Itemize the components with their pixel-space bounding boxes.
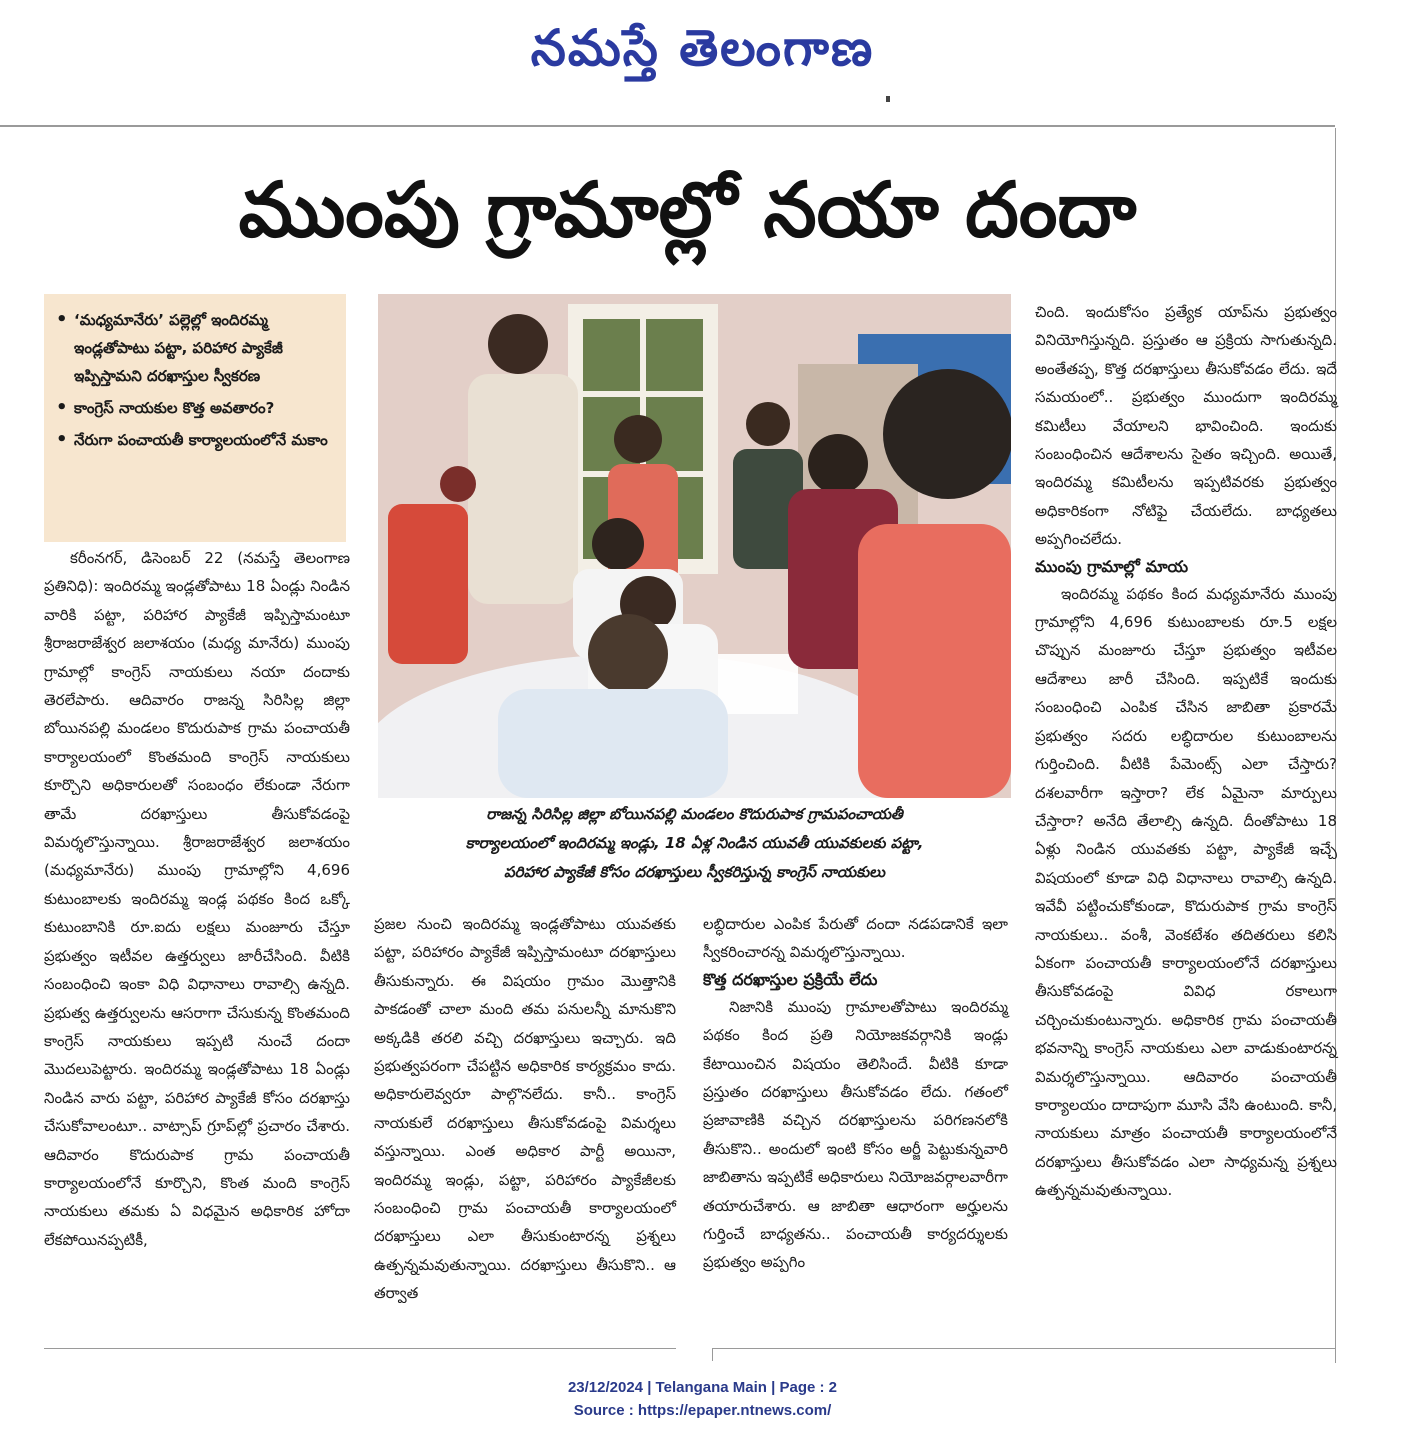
caption-line: రాజన్న సిరిసిల్ల జిల్లా బోయినపల్లి మండలం కొదురుపాక గ్రామపంచాయతీ <box>486 805 903 823</box>
footer-source-line: Source : https://epaper.ntnews.com/ <box>573 1402 832 1419</box>
highlight-text: ‘మధ్యమానేరు’ పల్లెల్లో ఇందిరమ్మ ఇండ్లతోపాటు పట్టా, పరిహార ప్యాకేజీ ఇప్పిస్తామని దరఖాస్తుల స్వీకరణ <box>74 311 283 385</box>
bottom-rule <box>712 1348 1335 1349</box>
bullet-icon: • <box>56 397 68 418</box>
news-photo <box>378 294 1011 798</box>
footer-date-line: 23/12/2024 | Telangana Main | Page : 2 <box>567 1379 838 1396</box>
subheading: కొత్త దరఖాస్తుల ప్రక్రియే లేదు <box>703 969 878 989</box>
bullet-icon: • <box>56 309 68 330</box>
highlight-text: కాంగ్రెస్ నాయకుల కొత్త అవతారం? <box>74 399 275 417</box>
article-paragraph: లబ్ధిదారుల ఎంపిక పేరుతో దందా నడపడానికే ఇలా స్వీకరించారన్న విమర్శలొస్తున్నాయి. <box>703 915 1008 962</box>
highlight-item <box>56 426 336 454</box>
article-paragraph: నిజానికి ముంపు గ్రామాలతోపాటు ఇందిరమ్మ పథకం కింద ప్రతి నియోజకవర్గానికి ఇండ్లు కేటాయించిన విషయం తెలిసిందే. వీటికి కూడా ప్రస్తుతం దరఖాస్తులు తీసుకోవడం లేదు. గతంలో ప్రజావాణికి వచ్చిన దరఖాస్తులను పరిగణనలోకి తీసుకొని.. అందులో ఇంటి కోసం అర్జీ పెట్టుకున్నవారి జాబితాను ఇప్పటికే అధికారులు నియోజవర్గాలవారీగా తయారుచేశారు. ఆ జాబితా ఆధారంగా అర్హులను గుర్తించే బాధ్యతను.. పంచాయతీ కార్యదర్శులకు ప్రభుత్వం అప్పగిం <box>703 997 1008 1272</box>
subheading: ముంపు గ్రామాల్లో మాయ <box>1035 556 1189 576</box>
masthead-dot <box>886 96 890 102</box>
article-paragraph: ప్రజల నుంచి ఇందిరమ్మ ఇండ్లతోపాటు యువతకు పట్టా, పరిహారం ప్యాకేజీ ఇప్పిస్తామంటూ దరఖాస్తులు తీసుకున్నారు. ఈ విషయం గ్రామం మొత్తానికి పాకడంతో చాలా మంది తమ పనులన్నీ మానుకొని అక్కడికి తరలి వచ్చి దరఖాస్తులు ఇచ్చారు. ఇది ప్రభుత్వపరంగా చేపట్టిన అధికారిక కార్యక్రమం కాదు. అధికారులెవ్వరూ పాల్గొనలేదు. కానీ.. కాంగ్రెస్ నాయకులే దరఖాస్తులు తీసుకోవడంపై విమర్శలు వస్తున్నాయి. ఎంత అధికార పార్టీ అయినా, ఇందిరమ్మ ఇండ్లు, పట్టా, పరిహారం ప్యాకేజీలకు సంబంధించి గ్రామ పంచాయతీ కార్యాలయంలో దరఖాస్తులు ఎలా తీసుకుంటారన్న ప్రశ్నలు ఉత్పన్నమవుతున్నాయి. దరఖాస్తులు తీసుకొని.. ఆ తర్వాత <box>374 915 676 1303</box>
highlight-text: నేరుగా పంచాయతీ కార్యాలయంలోనే మకాం <box>74 431 328 449</box>
highlights-box <box>44 294 346 542</box>
bottom-rule <box>44 1348 676 1349</box>
bullet-icon: • <box>56 429 68 450</box>
top-rule <box>0 125 1335 127</box>
highlight-item <box>56 394 336 422</box>
rule-tick <box>1335 1349 1336 1361</box>
article-column-2 <box>374 910 676 1308</box>
article-column-3 <box>703 910 1008 1277</box>
article-paragraph: చింది. ఇందుకోసం ప్రత్యేక యాప్‌ను ప్రభుత్వం వినియోగిస్తున్నది. ప్రస్తుతం ఆ ప్రక్రియ సాగుతున్నది. అంతేతప్ప, కొత్త దరఖాస్తులు తీసుకోవడం లేదు. ఇదే సమయంలో.. ప్రభుత్వం ముందుగా ఇందిరమ్మ కమిటీలు వేయాలని భావించింది. ఇందుకు సంబంధించిన ఆదేశాలను సైతం ఇచ్చింది. అయితే, ఇందిరమ్మ కమిటీలను ఇప్పటివరకు ప్రభుత్వం అధికారికంగా నోటిఫై చేయలేదు. బాధ్యతలు అప్పగించలేదు. <box>1035 303 1337 549</box>
article-column-1 <box>44 544 350 1254</box>
article-paragraph: ఇందిరమ్మ పథకం కింద మధ్యమానేరు ముంపు గ్రామాల్లోని 4,696 కుటుంబాలకు రూ.5 లక్షల చొప్పున మంజూరు చేస్తూ ప్రభుత్వం ఇటీవల ఆదేశాలు జారీ చేసింది. ఇప్పటికే ఇందుకు సంబంధించి ఎంపిక చేసిన జాబితా ప్రకారమే ప్రభుత్వం సదరు లబ్ధిదారుల కుటుంబాలను గుర్తించింది. వీటికి పేమెంట్స్ ఎలా చేస్తారు? దశలవారీగా ఇస్తారా? లేక ఏమైనా మార్పులు చేస్తారా? అనేది తేలాల్సి ఉన్నది. దీంతోపాటు 18 ఏళ్లు నిండిన యువతకు పట్టా, ప్యాకేజీ ఇచ్చే విషయంలో కూడా విధి విధానాలు రావాల్సి ఉన్నది. ఇవేవీ పట్టించుకోకుండా, కొదురుపాక గ్రామ కాంగ్రెస్ నాయకులు.. వంశీ, వెంకటేశం తదితరులు కలిసి ఏకంగా పంచాయతీ కార్యాలయంలోనే దరఖాస్తులు తీసుకోవడంపై వివిధ రకాలుగా చర్చించుకుంటున్నారు. అధికారిక గ్రామ పంచాయతీ భవనాన్ని కాంగ్రెస్ నాయకులు ఎలా వాడుకుంటారన్న విమర్శలొస్తున్నాయి. ఆదివారం పంచాయతీ కార్యాలయం దాదాపుగా మూసి వేసి ఉంటుంది. కానీ, నాయకులు మాత్రం పంచాయతీ కార్యాలయంలోనే దరఖాస్తులు తీసుకోవడం ఎలా సాధ్యమన్న ప్రశ్నలు ఉత్పన్నమవుతున్నాయి. <box>1035 584 1337 1200</box>
article-paragraph: కరీంనగర్, డిసెంబర్ 22 (నమస్తే తెలంగాణ ప్రతినిధి): ఇందిరమ్మ ఇండ్లతోపాటు 18 ఏండ్లు నిండిన వారికి పట్టా, పరిహార ప్యాకేజీ ఇప్పిస్తామంటూ శ్రీరాజరాజేశ్వర జలాశయం (మధ్య మానేరు) ముంపు గ్రామాల్లో కాంగ్రెస్ నాయకులు నయా దందాకు తెరలేపారు. ఆదివారం రాజన్న సిరిసిల్ల జిల్లా బోయినపల్లి మండలం కొదురుపాక గ్రామ పంచాయతీ కార్యాలయంలో కొంతమంది కాంగ్రెస్ నాయకులు కూర్చొని అధికారులతో సంబంధం లేకుండా నేరుగా తామే దరఖాస్తులు తీసుకోవడంపై విమర్శలొస్తున్నాయి. శ్రీరాజరాజేశ్వర జలాశయం (మధ్యమానేరు) ముంపు గ్రామాల్లోని 4,696 కుటుంబాలకు ఇందిరమ్మ ఇండ్ల పథకం కింద ఒక్కో కుటుంబానికి రూ.ఐదు లక్షలు మంజూరు చేస్తూ ప్రభుత్వం ఇటీవల ఉత్తర్వులు జారీచేసింది. వీటికి సంబంధించి ఇంకా విధి విధానాలు రావాల్సి ఉన్నది. ప్రభుత్వ ఉత్తర్వులను ఆసరాగా చేసుకున్న కొంతమంది కాంగ్రెస్ నాయకులు ఇప్పటి నుంచే దందా మొదలుపెట్టారు. ఇందిరమ్మ ఇండ్లతోపాటు 18 ఏండ్లు నిండిన వారు పట్టా, పరిహార ప్యాకేజీ కోసం దరఖాస్తు చేసుకోవాలంటూ.. వాట్సాప్ గ్రూప్‌ల్లో ప్రచారం చేశారు. ఆదివారం కొదురుపాక గ్రామ పంచాయతీ కార్యాలయంలోనే కూర్చొని, కొంత మంది కాంగ్రెస్ నాయకులు తమకు ఏ విధమైన అధికారిక హోదా లేకపోయినప్పటికీ, <box>44 549 350 1249</box>
rule-tick <box>712 1349 713 1361</box>
headline: ముంపు గ్రామాల్లో నయా దందా <box>238 165 1137 254</box>
highlight-item <box>56 306 336 390</box>
masthead-logo: నమస్తే తెలంగాణ <box>530 18 875 77</box>
article-column-4 <box>1035 298 1337 1205</box>
caption-line: పరిహార ప్యాకేజీ కోసం దరఖాస్తులు స్వీకరిస్తున్న కాంగ్రెస్ నాయకులు <box>504 863 885 881</box>
photo-icon <box>378 294 1011 798</box>
caption-line: కార్యాలయంలో ఇందిరమ్మ ఇండ్లు, 18 ఏళ్ల నిండిన యువతీ యువకులకు పట్టా, <box>465 834 924 852</box>
photo-caption <box>378 800 1011 887</box>
